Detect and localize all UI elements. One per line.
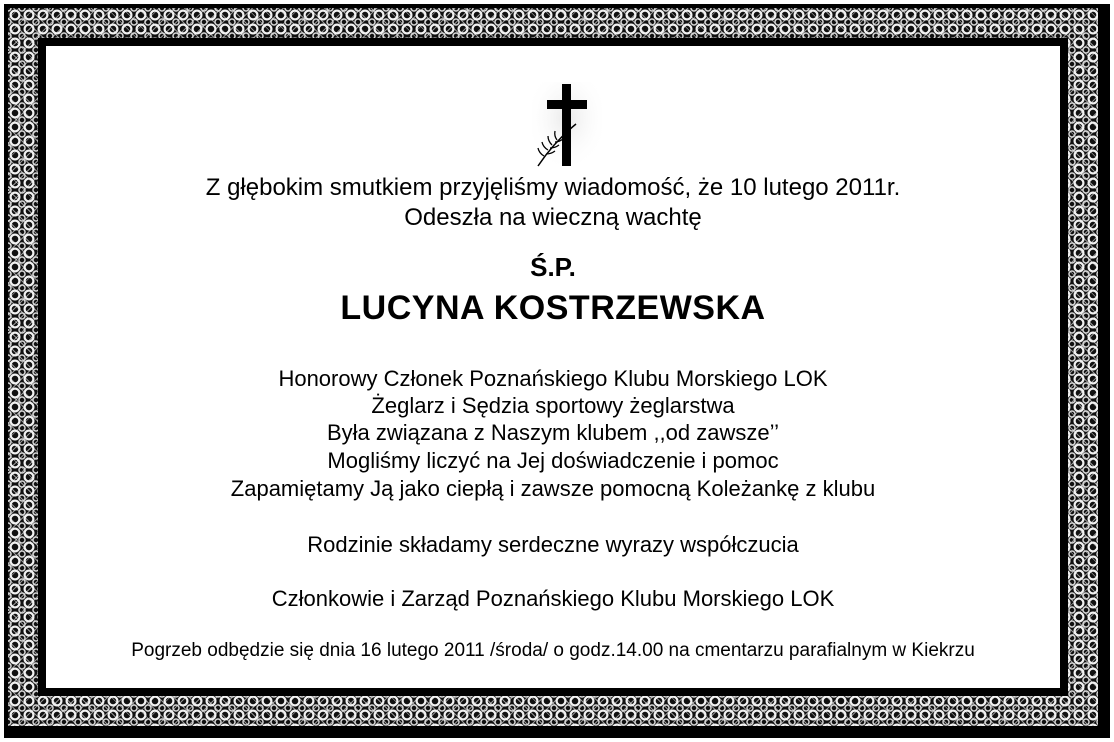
intro-line-1: Z głębokim smutkiem przyjęliśmy wiadomość, że 10 lutego 2011r. <box>205 174 901 201</box>
description-line-4: Mogliśmy liczyć na Jej doświadczenie i pomoc <box>327 448 779 473</box>
condolences: Rodzinie składamy serdeczne wyrazy współczucia <box>307 532 799 557</box>
description-line-2: Żeglarz i Sędzia sportowy żeglarstwa <box>371 393 735 418</box>
description-line-1: Honorowy Członek Poznańskiego Klubu Morskiego LOK <box>278 366 828 391</box>
description-line-3: Była związana z Naszym klubem ,,od zawsze’’ <box>327 420 779 445</box>
funeral-info: Pogrzeb odbędzie się dnia 16 lutego 2011 /środa/ o godz.14.00 na cmentarzu parafialnym w Kiekrzu <box>131 640 975 661</box>
deceased-name: LUCYNA KOSTRZEWSKA <box>340 289 766 327</box>
obituary-notice <box>46 46 1060 688</box>
signature: Członkowie i Zarząd Poznańskiego Klubu Morskiego LOK <box>271 586 835 611</box>
honorific: Ś.P. <box>530 252 576 282</box>
description-line-5: Zapamiętamy Ją jako ciepłą i zawsze pomocną Koleżankę z klubu <box>230 476 876 501</box>
intro-line-2: Odeszła na wieczną wachtę <box>404 204 702 231</box>
